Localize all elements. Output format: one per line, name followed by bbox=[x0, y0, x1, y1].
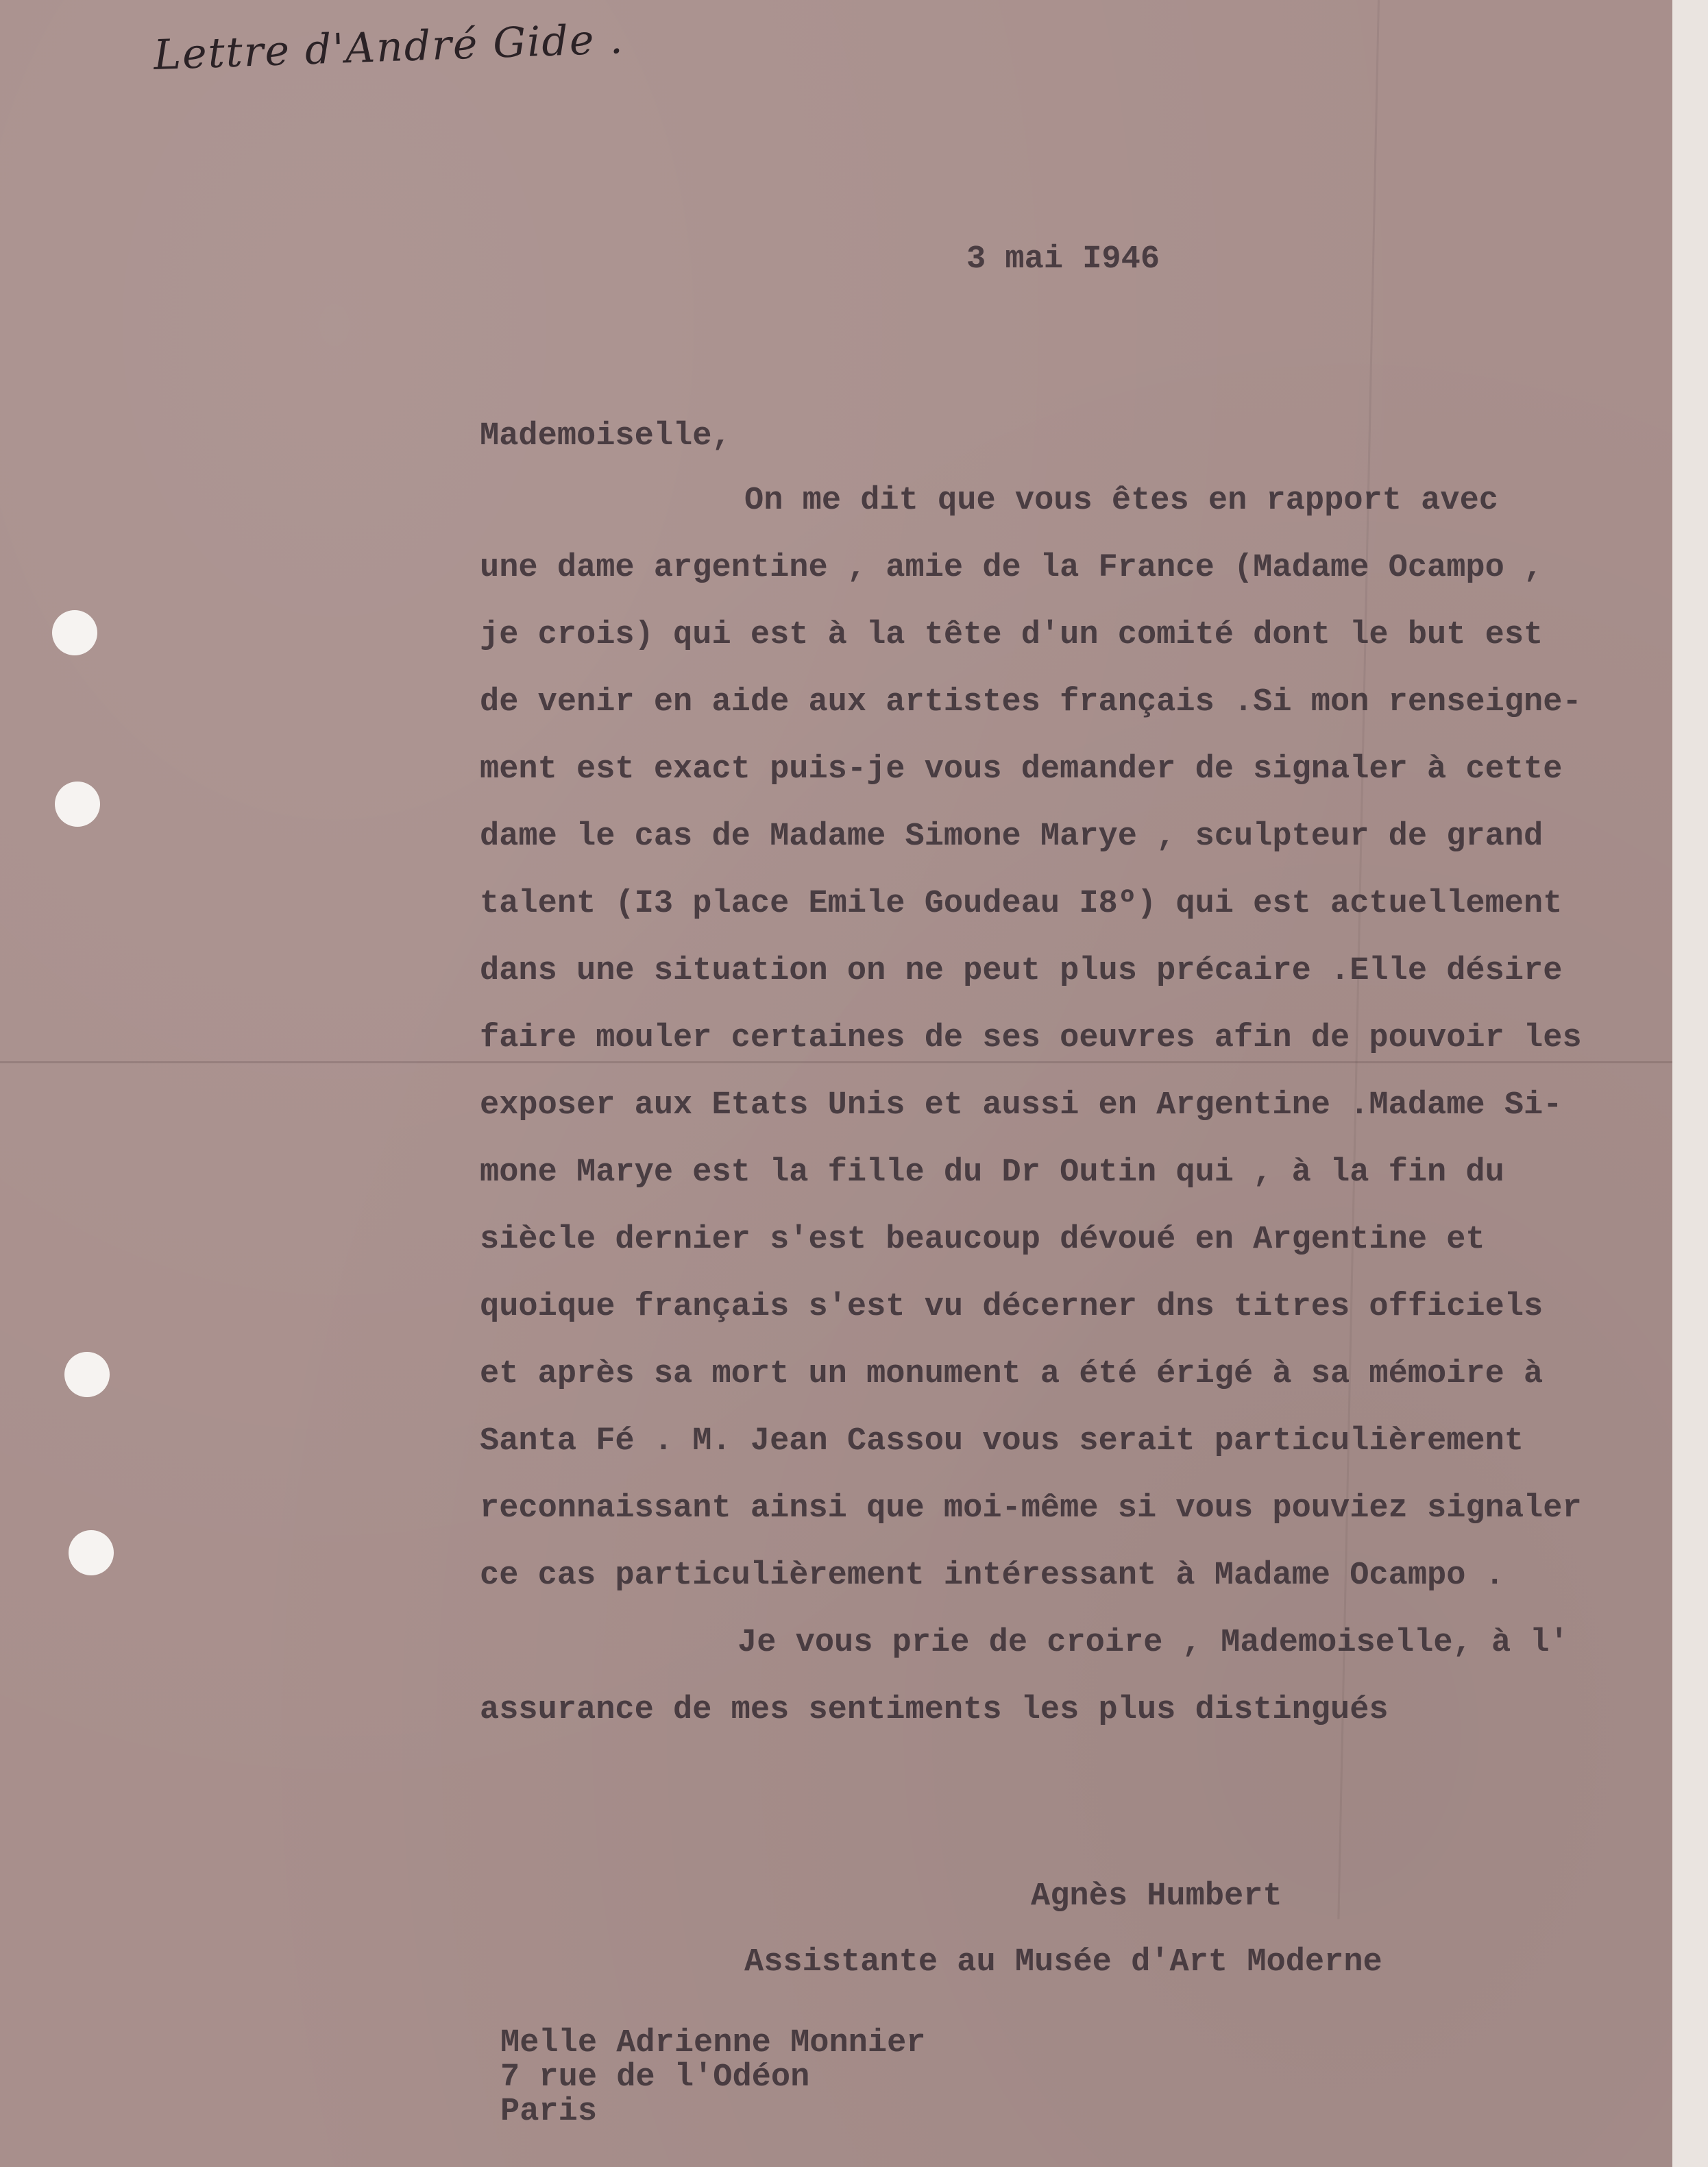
punch-hole bbox=[64, 1352, 110, 1397]
punch-hole bbox=[55, 782, 100, 827]
handwritten-annotation: Lettre d'André Gide . bbox=[152, 15, 625, 80]
body-line: mone Marye est la fille du Dr Outin qui , à la fin du bbox=[480, 1154, 1504, 1191]
body-line: ce cas particulièrement intéressant à Madame Ocampo . bbox=[480, 1558, 1504, 1594]
body-line: talent (I3 place Emile Goudeau I8º) qui est actuellement bbox=[480, 886, 1563, 922]
signature-title: Assistante au Musée d'Art Moderne bbox=[744, 1944, 1382, 1981]
body-line: ment est exact puis-je vous demander de signaler à cette bbox=[480, 751, 1563, 788]
punch-hole bbox=[52, 610, 97, 655]
body-line: une dame argentine , amie de la France (Madame Ocampo , bbox=[480, 550, 1544, 586]
address-line: 7 rue de l'Odéon bbox=[500, 2059, 810, 2096]
body-line: dans une situation on ne peut plus précaire .Elle désire bbox=[480, 953, 1563, 989]
body-line: assurance de mes sentiments les plus distingués bbox=[480, 1692, 1389, 1728]
signature-name: Agnès Humbert bbox=[1031, 1878, 1282, 1915]
body-line: exposer aux Etats Unis et aussi en Argentine .Madame Si- bbox=[480, 1087, 1563, 1124]
body-line: de venir en aide aux artistes français .Si mon renseigne- bbox=[480, 684, 1582, 721]
page-edge-background bbox=[1672, 0, 1708, 2167]
body-line: quoique français s'est vu décerner dns titres officiels bbox=[480, 1289, 1544, 1325]
address-line: Melle Adrienne Monnier bbox=[500, 2025, 926, 2061]
body-line: dame le cas de Madame Simone Marye , sculpteur de grand bbox=[480, 819, 1544, 855]
body-line: Santa Fé . M. Jean Cassou vous serait particulièrement bbox=[480, 1423, 1524, 1460]
body-line: On me dit que vous êtes en rapport avec bbox=[744, 483, 1498, 519]
body-line: et après sa mort un monument a été érigé à sa mémoire à bbox=[480, 1356, 1544, 1392]
salutation: Mademoiselle, bbox=[480, 418, 731, 455]
body-line: Je vous prie de croire , Mademoiselle, à l' bbox=[737, 1625, 1569, 1661]
body-line: je crois) qui est à la tête d'un comité dont le but est bbox=[480, 617, 1544, 653]
fold-line bbox=[0, 1061, 1672, 1063]
address-line: Paris bbox=[500, 2094, 598, 2130]
letter-date: 3 mai I946 bbox=[966, 241, 1160, 278]
punch-hole bbox=[69, 1530, 114, 1575]
body-line: siècle dernier s'est beaucoup dévoué en Argentine et bbox=[480, 1222, 1485, 1258]
body-line: faire mouler certaines de ses oeuvres afin de pouvoir les bbox=[480, 1020, 1582, 1056]
body-line: reconnaissant ainsi que moi-même si vous pouviez signaler bbox=[480, 1490, 1582, 1527]
